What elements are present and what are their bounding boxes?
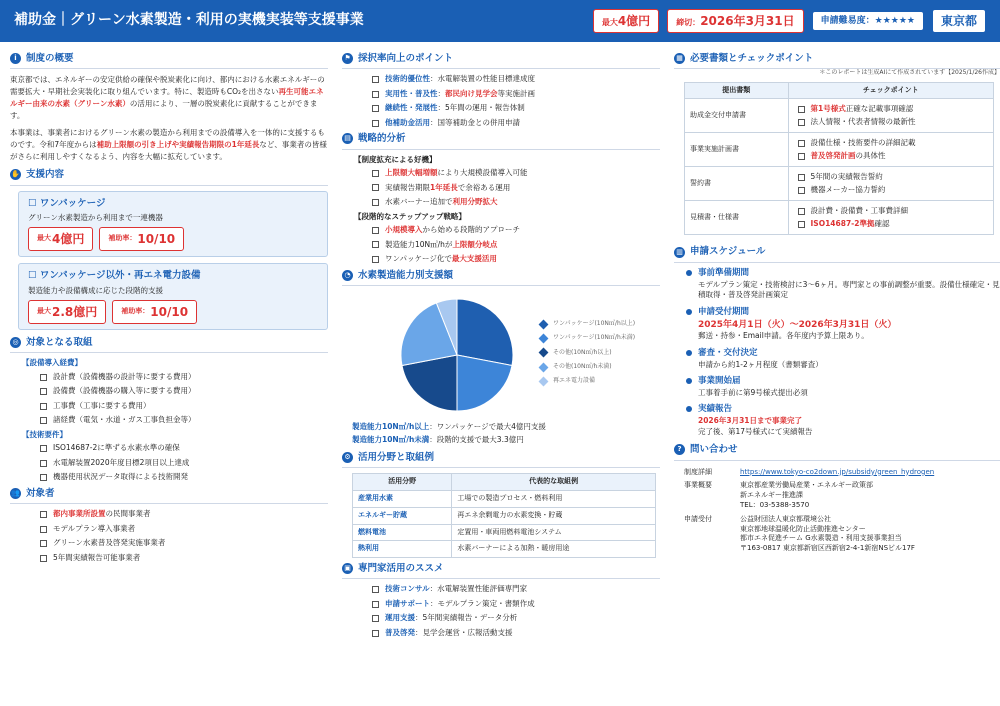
difficulty-badge: 申請難易度：★★★★★ xyxy=(812,11,924,32)
checklist-text xyxy=(811,138,916,149)
legend-label: その他(10N㎥/h以上) xyxy=(553,348,612,356)
strategy-item xyxy=(372,225,660,236)
checklist-text xyxy=(385,584,527,595)
checklist-item xyxy=(40,472,328,483)
checkbox-icon xyxy=(372,105,379,112)
package-title: ☐ ワンパッケージ xyxy=(28,197,106,209)
fields-col-header: 活用分野 xyxy=(353,474,452,491)
schedule-desc: 工事着手前に第9号様式提出必須 xyxy=(698,387,808,397)
checklist-text xyxy=(811,219,890,230)
table-row xyxy=(353,507,656,524)
checklist-text xyxy=(53,553,140,564)
checkbox-icon xyxy=(798,119,805,126)
fields-col-header: 代表的な取組例 xyxy=(452,474,656,491)
checkbox-icon xyxy=(40,555,47,562)
text-part: 正確な記載事項確認 xyxy=(845,104,914,114)
target-icon: ◎ xyxy=(10,337,21,348)
pie-legend xyxy=(540,320,635,392)
column-right xyxy=(674,48,1000,642)
checklist-item xyxy=(40,458,328,469)
package-desc: グリーン水素製造から利用まで一連機器 xyxy=(28,212,163,222)
checkbox-icon xyxy=(372,76,379,83)
schedule-highlight: 2026年3月31日まで事業完了 xyxy=(698,416,803,426)
expert-title: 申請サポート xyxy=(385,598,430,608)
strategy-list-1 xyxy=(342,168,660,208)
deadline-badge: 締切：2026年3月31日 xyxy=(667,9,803,34)
legend-label: ワンパッケージ(10N㎥/h未満) xyxy=(553,334,636,342)
strategy-item xyxy=(372,254,660,265)
text-part: から始める段階的アプローチ xyxy=(422,225,520,235)
checkbox-icon xyxy=(372,120,379,127)
overview-p2: 本事業は、事業者におけるグリーン水素の製造から利用までの設備導入を一体的に支援するものです。令和7年度からは補助上限額の引き上げや実績報告期限の1年延長など、事業者の皆様がさらに利用しやすくなるよう、内容を大幅に拡充しています。 xyxy=(10,128,327,162)
text-part: 確認 xyxy=(874,218,890,228)
rate-chip: 補助率： 10/10 xyxy=(99,227,184,251)
max-chip: 最大 4億円 xyxy=(28,227,93,251)
table-row xyxy=(685,167,994,201)
text-part: 上限額分岐点 xyxy=(452,239,498,249)
checklist-text xyxy=(385,183,510,194)
text-part: の民間事業者 xyxy=(105,509,151,519)
text-part: ：5年間の運用・報告体制 xyxy=(437,103,525,113)
legend-swatch-icon xyxy=(539,362,549,372)
expert-item xyxy=(372,599,660,610)
documents-table xyxy=(684,82,994,236)
expert-item xyxy=(372,613,660,624)
text-part: 水電解装置2020年度目標2項目以上達成 xyxy=(53,457,190,467)
legend-label: ワンパッケージ(10N㎥/h以上) xyxy=(553,319,636,327)
text-part: 設計費・設備費・工事費詳細 xyxy=(810,206,908,216)
checklist-text xyxy=(811,206,909,217)
legend-swatch-icon xyxy=(539,377,549,387)
capacity-heading: ◔ 水素製造能力別支援額 xyxy=(342,269,660,286)
check-item xyxy=(798,104,989,115)
pie-icon: ◔ xyxy=(342,270,353,281)
checklist-text xyxy=(53,524,135,535)
checklist-item xyxy=(40,386,328,397)
documents-col-header: 提出書類 xyxy=(685,82,789,99)
points-list xyxy=(342,74,660,128)
checkbox-icon xyxy=(40,474,47,481)
checks-cell xyxy=(788,201,994,235)
checkbox-icon xyxy=(798,174,805,181)
checkbox-icon xyxy=(40,540,47,547)
package-box-2 xyxy=(18,263,328,330)
checklist-item xyxy=(40,443,328,454)
example-cell: 工場での製造プロセス・燃料利用 xyxy=(452,490,656,507)
text-part: ：国等補助金との併用申請 xyxy=(430,117,520,127)
strategy-group-2: 【段階的なステップアップ戦略】 xyxy=(354,211,466,221)
checklist-text xyxy=(53,458,189,469)
checklist-text xyxy=(53,401,151,412)
checklist-text xyxy=(385,254,497,265)
text-part: ISO14687-2に準ずる水素水準の確保 xyxy=(53,443,180,453)
checkbox-icon xyxy=(40,460,47,467)
package-box-1 xyxy=(18,191,328,258)
checklist-text xyxy=(385,197,498,208)
table-row xyxy=(353,490,656,507)
point-item xyxy=(372,89,660,100)
contact-key: 制度詳細 xyxy=(684,467,712,476)
region-badge: 東京都 xyxy=(932,9,986,34)
point-title: 技術的優位性 xyxy=(385,74,430,84)
text-part: 第1号様式 xyxy=(810,104,846,114)
checklist-text xyxy=(53,472,188,483)
strategy-item xyxy=(372,197,660,208)
doc-cell: 事業実施計画書 xyxy=(685,133,789,167)
example-cell: 定置用・車両用燃料電池システム xyxy=(452,524,656,541)
max-chip: 最大 2.8億円 xyxy=(28,300,106,324)
text-part: 水素バーナー追加で xyxy=(385,197,453,207)
text-part: 小規模導入 xyxy=(385,225,423,235)
checklist-text xyxy=(385,613,517,624)
expert-icon: ▣ xyxy=(342,563,353,574)
eligible-item xyxy=(40,553,328,564)
checkbox-icon xyxy=(798,140,805,147)
eligible-item xyxy=(40,509,328,520)
targets-group-1: 【設備導入経費】 xyxy=(22,358,82,368)
schedule-title: 申請受付期間 xyxy=(698,306,750,317)
pie-slice xyxy=(457,299,513,365)
schedule-desc: 郵送・持参・Email申請。各年度内予算上限あり。 xyxy=(698,331,869,341)
handshake-icon: ✋ xyxy=(11,170,20,179)
checkbox-icon xyxy=(372,91,379,98)
checklist-item xyxy=(40,372,328,383)
schedule-heading: ▥ 申請スケジュール xyxy=(674,245,1000,262)
text-part: 最大支援活用 xyxy=(451,254,497,264)
schedule-title: 事前準備期間 xyxy=(698,267,750,278)
point-item xyxy=(372,118,660,129)
checklist-text xyxy=(53,386,196,397)
ai-note: ＊このレポートは生成AIにて作成されています【2025/1/26作成】 xyxy=(819,69,1000,77)
targets-heading: ◎ 対象となる取組 xyxy=(10,336,328,353)
legend-item xyxy=(540,320,635,328)
header xyxy=(0,0,1000,42)
check-item xyxy=(798,219,989,230)
check-item xyxy=(798,185,989,196)
eligible-heading: 👥 対象者 xyxy=(10,487,328,504)
checklist-text xyxy=(385,628,513,639)
checklist-text xyxy=(53,538,165,549)
flag-icon: ⚑ xyxy=(342,53,353,64)
checklist-text xyxy=(385,103,525,114)
text-part: ：水電解装置性能評価専門家 xyxy=(429,584,528,594)
text-part: 等実施計画 xyxy=(497,88,535,98)
checkbox-icon xyxy=(372,170,379,177)
checklist-text xyxy=(811,117,916,128)
checkbox-icon xyxy=(372,601,379,608)
checkbox-icon xyxy=(798,187,805,194)
checklist-text xyxy=(385,168,528,179)
text-part: 製造能力10N㎥/hが xyxy=(385,239,453,249)
contact-heading: ? 問い合わせ xyxy=(674,443,1000,460)
legend-swatch-icon xyxy=(539,334,549,344)
text-part: 設備仕様・技術要件の詳細記載 xyxy=(810,138,916,148)
checkbox-icon xyxy=(40,403,47,410)
point-title: 他補助金活用 xyxy=(385,117,430,127)
expert-heading: ▣ 専門家活用のススメ xyxy=(342,562,660,579)
schedule-item xyxy=(684,376,1000,398)
documents-icon: ▦ xyxy=(674,53,685,64)
contact-key: 事業概要 xyxy=(684,481,712,490)
strategy-item xyxy=(372,168,660,179)
text-part: 上限額大幅増額 xyxy=(385,168,438,178)
text-part: 設備費（設備機器の購入等に要する費用） xyxy=(53,386,196,396)
text-part: ワンパッケージ化で xyxy=(385,254,452,264)
schedule-title: 事業開始届 xyxy=(698,376,741,387)
text-part: ：5年間実績報告・データ分析 xyxy=(415,613,518,623)
checkbox-icon xyxy=(372,199,379,206)
text-part: で余裕ある運用 xyxy=(457,182,511,192)
check-item xyxy=(798,138,989,149)
strategy-heading: ▤ 戦略的分析 xyxy=(342,132,660,149)
text-part: の具体性 xyxy=(855,150,886,160)
checklist-text xyxy=(385,240,497,251)
checkbox-icon xyxy=(798,153,805,160)
contact-row xyxy=(680,479,938,512)
text-part: ：水電解装置の性能目標達成度 xyxy=(430,74,535,84)
doc-cell: 誓約書 xyxy=(685,167,789,201)
checkbox-icon xyxy=(372,241,379,248)
text-part: モデルプラン導入事業者 xyxy=(53,523,136,533)
eligible-item xyxy=(40,524,328,535)
checkbox-icon xyxy=(40,417,47,424)
table-row xyxy=(353,524,656,541)
checkbox-icon xyxy=(40,445,47,452)
text-part: 実績報告期限 xyxy=(385,182,430,192)
checklist-text xyxy=(53,372,196,383)
pie-chart xyxy=(382,293,532,418)
fields-table xyxy=(352,473,656,558)
expert-title: 技術コンサル xyxy=(385,584,430,594)
documents-col-header: チェックポイント xyxy=(788,82,994,99)
checklist-text xyxy=(385,89,535,100)
package-desc: 製造能力や設備構成に応じた段階的支援 xyxy=(28,285,163,295)
field-cell: 産業用水素 xyxy=(353,490,452,507)
gears-icon: ⚙ xyxy=(342,452,353,463)
schedule-highlight: 2025年4月1日（火）〜2026年3月31日（火） xyxy=(698,319,897,330)
info-icon: i xyxy=(10,53,21,64)
checklist-text xyxy=(385,225,520,236)
legend-item xyxy=(540,363,635,371)
question-icon: ? xyxy=(674,444,685,455)
checklist-text xyxy=(53,415,196,426)
package-title: ☐ ワンパッケージ以外・再エネ電力設備 xyxy=(28,270,201,282)
text-part: 5年間実績報告可能事業者 xyxy=(53,552,141,562)
legend-label: 再エネ電力設備 xyxy=(553,377,596,385)
legend-item xyxy=(540,334,635,342)
schedule-desc: 完了後、第17号様式にて実績報告 xyxy=(698,426,813,436)
checkbox-icon xyxy=(372,586,379,593)
expert-list xyxy=(342,584,660,638)
table-row xyxy=(685,201,994,235)
targets-list-1 xyxy=(10,372,328,426)
point-item xyxy=(372,103,660,114)
schedule-item xyxy=(684,404,1000,437)
schedule-item xyxy=(684,348,1000,370)
contact-key: 申請受付 xyxy=(684,514,712,523)
schedule-title: 審査・交付決定 xyxy=(698,347,758,358)
point-title: 継続性・発展性 xyxy=(385,103,438,113)
checkbox-icon xyxy=(40,374,47,381)
strategy-group-1: 【制度拡充による好機】 xyxy=(354,154,437,164)
page-title: 補助金｜グリーン水素製造・利用の実機実装等支援事業 xyxy=(14,12,364,29)
capacity-note-1: 製造能力10N㎥/h以上：ワンパッケージで最大4億円支援 xyxy=(352,421,546,431)
checkbox-icon xyxy=(372,227,379,234)
field-cell: エネルギー貯蔵 xyxy=(353,507,452,524)
contact-value xyxy=(736,466,938,480)
strategy-list-2 xyxy=(342,225,660,265)
check-item xyxy=(798,206,989,217)
rate-chip: 補助率： 10/10 xyxy=(112,300,197,324)
checkbox-icon xyxy=(40,526,47,533)
checklist-item xyxy=(40,401,328,412)
checks-cell xyxy=(788,99,994,133)
text-part: 普及啓発計画 xyxy=(810,150,856,160)
text-part: 諸経費（電気・水道・ガス工事負担金等） xyxy=(53,415,196,425)
contact-value: 公益財団法人東京都環境公社 東京都地球温暖化防止活動推進センター 都市エネ促進チーム G水素製造・利用支援事業担当 〒163-0817 東京都新宿区西新宿2-4-1新宿NSビル17F xyxy=(740,514,915,553)
check-item xyxy=(798,117,989,128)
pie-chart-area xyxy=(342,291,660,421)
eligible-list xyxy=(10,509,328,563)
legend-item xyxy=(540,377,635,385)
point-title: 実用性・普及性 xyxy=(385,88,438,98)
checklist-text xyxy=(811,104,914,115)
field-cell: 熱利用 xyxy=(353,541,452,558)
column-left xyxy=(10,48,328,642)
contact-row xyxy=(680,466,938,480)
point-item xyxy=(372,74,660,85)
field-cell: 燃料電池 xyxy=(353,524,452,541)
max-amount-badge: 最大4億円 xyxy=(593,9,659,34)
schedule-timeline xyxy=(674,268,1000,438)
eligible-item xyxy=(40,538,328,549)
contact-table xyxy=(680,466,938,556)
table-row xyxy=(685,99,994,133)
legend-swatch-icon xyxy=(539,348,549,358)
text-part: ：モデルプラン策定・書類作成 xyxy=(430,598,535,608)
targets-list-2 xyxy=(10,443,328,483)
checks-cell xyxy=(788,133,994,167)
contact-value: 東京都産業労働局産業・エネルギー政策部 新エネルギー推進課 TEL：03-5388-3570 xyxy=(740,481,873,510)
text-part: ISO14687-2準拠 xyxy=(810,218,875,228)
checkbox-icon xyxy=(372,256,379,263)
text-part: 利用分野拡大 xyxy=(452,197,498,207)
targets-group-2: 【技術要件】 xyxy=(22,429,67,439)
expert-item xyxy=(372,628,660,639)
capacity-note-2: 製造能力10N㎥/h未満：段階的支援で最大3.3億円 xyxy=(352,434,524,444)
checklist-text xyxy=(811,151,886,162)
text-part: 都内事業所設置 xyxy=(53,509,106,519)
schedule-desc: モデルプラン策定・技術検討に3〜6ヶ月。専門家との事前調整が重要。設備仕様確定・見積取得・普及啓発計画策定 xyxy=(698,279,1000,300)
text-part: 法人情報・代表者情報の最新性 xyxy=(810,116,916,126)
legend-label: その他(10N㎥/h未満) xyxy=(553,363,612,371)
checkbox-icon xyxy=(372,184,379,191)
checkbox-icon xyxy=(798,208,805,215)
text-part: ： xyxy=(437,88,445,98)
checkbox-icon xyxy=(798,106,805,113)
text-part: 設計費（設備機器の設計等に要する費用） xyxy=(53,371,196,381)
doc-cell: 助成金交付申請書 xyxy=(685,99,789,133)
legend-swatch-icon xyxy=(539,319,549,329)
example-cell: 水素バーナーによる加熱・暖房用途 xyxy=(452,541,656,558)
people-icon: 👥 xyxy=(11,489,20,498)
contact-row xyxy=(680,513,938,556)
checkbox-icon xyxy=(372,630,379,637)
text-part: ：見学会運営・広報活動支援 xyxy=(415,627,513,637)
legend-item xyxy=(540,349,635,357)
example-cell: 再エネ余剰電力の水素変換・貯蔵 xyxy=(452,507,656,524)
strategy-item xyxy=(372,183,660,194)
checklist-text xyxy=(811,185,886,196)
schedule-item xyxy=(684,268,1000,301)
checkbox-icon xyxy=(40,511,47,518)
checklist-text xyxy=(385,118,520,129)
checklist-text xyxy=(811,172,883,183)
points-heading: ⚑ 採択率向上のポイント xyxy=(342,52,660,69)
contact-link[interactable]: https://www.tokyo-co2down.jp/subsidy/green_hydrogen xyxy=(740,467,935,476)
overview-heading: i 制度の概要 xyxy=(10,52,328,69)
text-part: 1年延長 xyxy=(430,182,458,192)
checkbox-icon xyxy=(40,388,47,395)
text-part: 工事費（工事に要する費用） xyxy=(53,400,151,410)
table-row xyxy=(685,133,994,167)
documents-heading: ▦ 必要書類とチェックポイント xyxy=(674,52,1000,69)
expert-title: 普及啓発 xyxy=(385,627,415,637)
checklist-text xyxy=(385,74,535,85)
check-item xyxy=(798,151,989,162)
table-row xyxy=(353,541,656,558)
text-part: 都民向け見学会 xyxy=(445,88,498,98)
expert-title: 運用支援 xyxy=(385,613,415,623)
schedule-title: 実績報告 xyxy=(698,404,733,415)
schedule-item xyxy=(684,307,1000,342)
calendar-icon: ▥ xyxy=(674,247,685,258)
strategy-item xyxy=(372,240,660,251)
schedule-desc: 申請から約1-2ヶ月程度（書類審査） xyxy=(698,359,823,369)
expert-item xyxy=(372,584,660,595)
checkbox-icon xyxy=(798,221,805,228)
text-part: 機器メーカー協力誓約 xyxy=(810,184,886,194)
column-middle xyxy=(342,48,660,642)
text-part: 機器使用状況データ取得による技術開発 xyxy=(53,472,188,482)
check-item xyxy=(798,172,989,183)
support-heading: ✋ 支援内容 xyxy=(10,168,328,185)
checklist-item xyxy=(40,415,328,426)
checkbox-icon xyxy=(372,615,379,622)
text-part: 5年間の実績報告誓約 xyxy=(810,172,883,182)
doc-cell: 見積書・仕様書 xyxy=(685,201,789,235)
overview-p1: 東京都では、エネルギーの安定供給の確保や脱炭素化に向け、都内における水素エネルギーの需要拡大・早期社会実装化に取り組んでいます。特に、製造時もCO₂を出さない再生可能エネルギー由来の水素（グリーン水素）の活用により、一層の脱炭素化に貢献することができます。 xyxy=(10,75,325,121)
checklist-text xyxy=(53,509,151,520)
checklist-text xyxy=(53,443,180,454)
text-part: により大規模設備導入可能 xyxy=(437,168,528,178)
chart-icon: ▤ xyxy=(342,133,353,144)
fields-heading: ⚙ 活用分野と取組例 xyxy=(342,451,660,468)
checks-cell xyxy=(788,167,994,201)
text-part: グリーン水素普及啓発実施事業者 xyxy=(53,538,166,548)
checklist-text xyxy=(385,599,535,610)
